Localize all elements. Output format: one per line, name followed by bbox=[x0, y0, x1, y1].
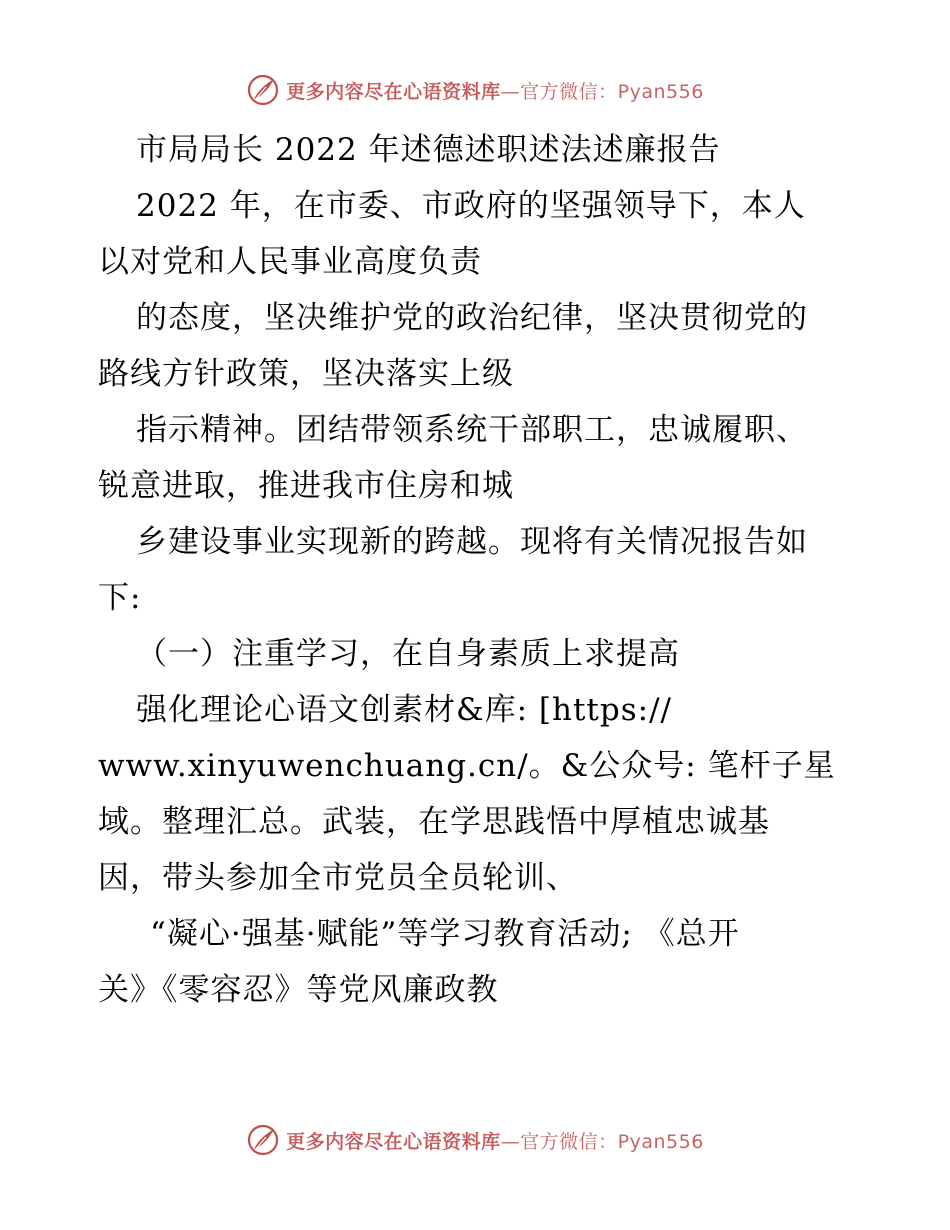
document-title: 市局局长 2022 年述德述职述法述廉报告 bbox=[136, 132, 721, 168]
paragraph-line: 域。整理汇总。武装，在学思践悟中厚植忠诚基 bbox=[98, 804, 770, 840]
banner-rest: —官方微信：Pyan556 bbox=[500, 1130, 704, 1153]
paragraph-line: 下: bbox=[98, 580, 142, 616]
header-watermark-banner bbox=[0, 70, 950, 110]
banner-emphasis: 更多内容尽在心语资料库 bbox=[286, 1130, 501, 1153]
paragraph-line: 强化理论心语文创素材&库: [https:// bbox=[136, 692, 672, 728]
paragraph-line: “凝心·强基·赋能”等学习教育活动; 《总开 bbox=[150, 916, 740, 952]
paragraph-line: 因，带头参加全市党员全员轮训、 bbox=[98, 860, 578, 896]
banner-text bbox=[286, 77, 704, 104]
paragraph-line: 以对党和人民事业高度负责 bbox=[98, 244, 482, 280]
banner-rest: —官方微信：Pyan556 bbox=[500, 80, 704, 103]
banner-emphasis: 更多内容尽在心语资料库 bbox=[286, 80, 501, 103]
paragraph-line: 关》《零容忍》等党风廉政教 bbox=[98, 972, 499, 1008]
paragraph-line: 的态度，坚决维护党的政治纪律，坚决贯彻党的 bbox=[136, 300, 808, 336]
footer-watermark-banner bbox=[0, 1120, 950, 1160]
paragraph-line: 锐意进取，推进我市住房和城 bbox=[98, 468, 514, 504]
section-heading: （一）注重学习，在自身素质上求提高 bbox=[136, 636, 680, 672]
paragraph-line: 路线方针政策，坚决落实上级 bbox=[98, 356, 514, 392]
paragraph-line: 2022 年，在市委、市政府的坚强领导下，本人 bbox=[136, 188, 806, 224]
banner-text bbox=[286, 1127, 704, 1154]
paragraph-line: www.xinyuwenchuang.cn/。&公众号: 笔杆子星 bbox=[98, 748, 836, 784]
paragraph-line: 指示精神。团结带领系统干部职工，忠诚履职、 bbox=[136, 412, 808, 448]
paragraph-line: 乡建设事业实现新的跨越。现将有关情况报告如 bbox=[136, 524, 808, 560]
quill-logo-icon bbox=[246, 73, 280, 107]
quill-logo-icon bbox=[246, 1123, 280, 1157]
document-body bbox=[98, 122, 858, 1018]
